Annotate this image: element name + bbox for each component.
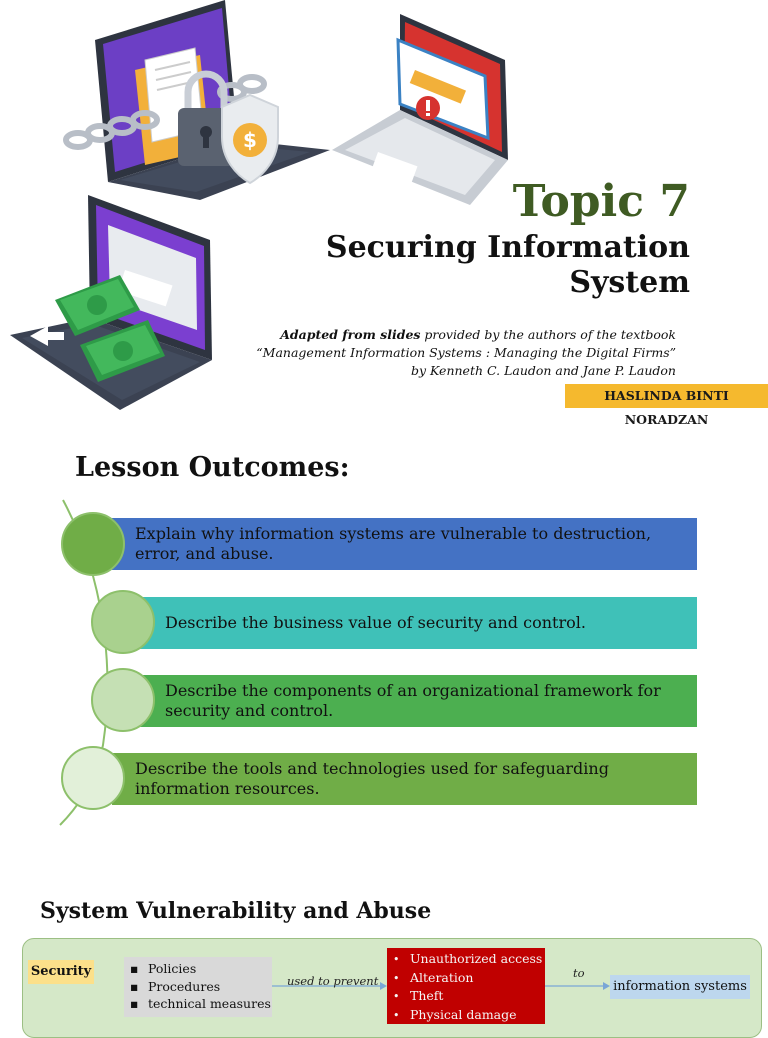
measure-label: Procedures: [148, 978, 221, 994]
outcome-3-line-2: security and control.: [165, 701, 334, 720]
outcome-text-4: [135, 759, 609, 799]
bullet-icon: ▪: [130, 961, 139, 976]
threat-item: [393, 1006, 545, 1025]
threat-item: [393, 987, 545, 1006]
information-systems-box: information systems: [610, 975, 750, 999]
threat-item: [393, 969, 545, 988]
author-badge: HASLINDA BINTI NORADZAN: [565, 384, 768, 408]
to-label: to: [573, 966, 585, 980]
outcome-4-line-2: information resources.: [135, 779, 320, 798]
outcome-2-line-1: Describe the business value of security and control.: [165, 613, 586, 632]
threat-item: [393, 950, 545, 969]
bullet-icon: •: [393, 953, 400, 966]
outcome-text-3: [165, 681, 661, 721]
credit-authors: by Kenneth C. Laudon and Jane P. Laudon: [411, 363, 676, 378]
measures-box: [124, 957, 272, 1017]
bullet-icon: •: [393, 971, 400, 985]
threat-label: Alteration: [410, 969, 474, 985]
measure-item: [130, 960, 272, 978]
outcome-circle-2: [91, 590, 155, 654]
credit-lead-rest: provided by the authors of the textbook: [420, 327, 676, 342]
bullet-icon: •: [393, 990, 400, 1003]
outcomes-heading: Lesson Outcomes:: [75, 452, 350, 483]
outcome-1-line-2: error, and abuse.: [135, 544, 274, 563]
vulnerability-heading: System Vulnerability and Abuse: [40, 898, 432, 924]
arrow-right-icon: [603, 982, 610, 990]
outcome-bar-3: [140, 675, 697, 727]
credit-line-1: [240, 326, 676, 344]
outcome-1-line-1: Explain why information systems are vulnerable to destruction,: [135, 524, 652, 543]
outcome-bar-4: [112, 753, 697, 805]
outcome-circle-4: [61, 746, 125, 810]
outcome-3-line-1: Describe the components of an organizational framework for: [165, 681, 661, 700]
arrow-right-icon: [380, 982, 387, 990]
outcome-bar-1: [112, 518, 697, 570]
topic-title: Topic 7: [512, 176, 690, 227]
bullet-icon: ▪: [130, 978, 139, 994]
bullet-icon: •: [393, 1008, 400, 1022]
outcome-text-1: [135, 524, 651, 564]
laptop-icon: [95, 0, 330, 200]
measure-item: [130, 978, 272, 996]
slide-subtitle: Securing Information System: [325, 230, 690, 300]
threats-box: [387, 948, 545, 1024]
outcome-circle-1: [61, 512, 125, 576]
outcome-4-line-1: Describe the tools and technologies used for safeguarding: [135, 759, 609, 778]
used-to-prevent-label: used to prevent: [287, 974, 379, 988]
measure-label: technical measures: [148, 996, 271, 1011]
threat-label: Unauthorized access: [410, 951, 543, 966]
title-slide: [0, 0, 768, 427]
outcome-bar-2: [140, 597, 697, 649]
security-box: Security: [28, 960, 94, 984]
credit-lead-bold: Adapted from slides: [280, 327, 421, 342]
threat-label: Physical damage: [410, 1006, 517, 1022]
outcome-circle-3: [91, 668, 155, 732]
bullet-icon: ▪: [130, 996, 139, 1011]
threat-label: Theft: [410, 988, 444, 1003]
measure-label: Policies: [148, 961, 197, 976]
svg-text:$: $: [243, 128, 257, 152]
measure-item: [130, 995, 272, 1013]
warning-icon: [416, 96, 440, 120]
credit-book: “Management Information Systems : Managing the Digital Firms”: [256, 345, 676, 360]
